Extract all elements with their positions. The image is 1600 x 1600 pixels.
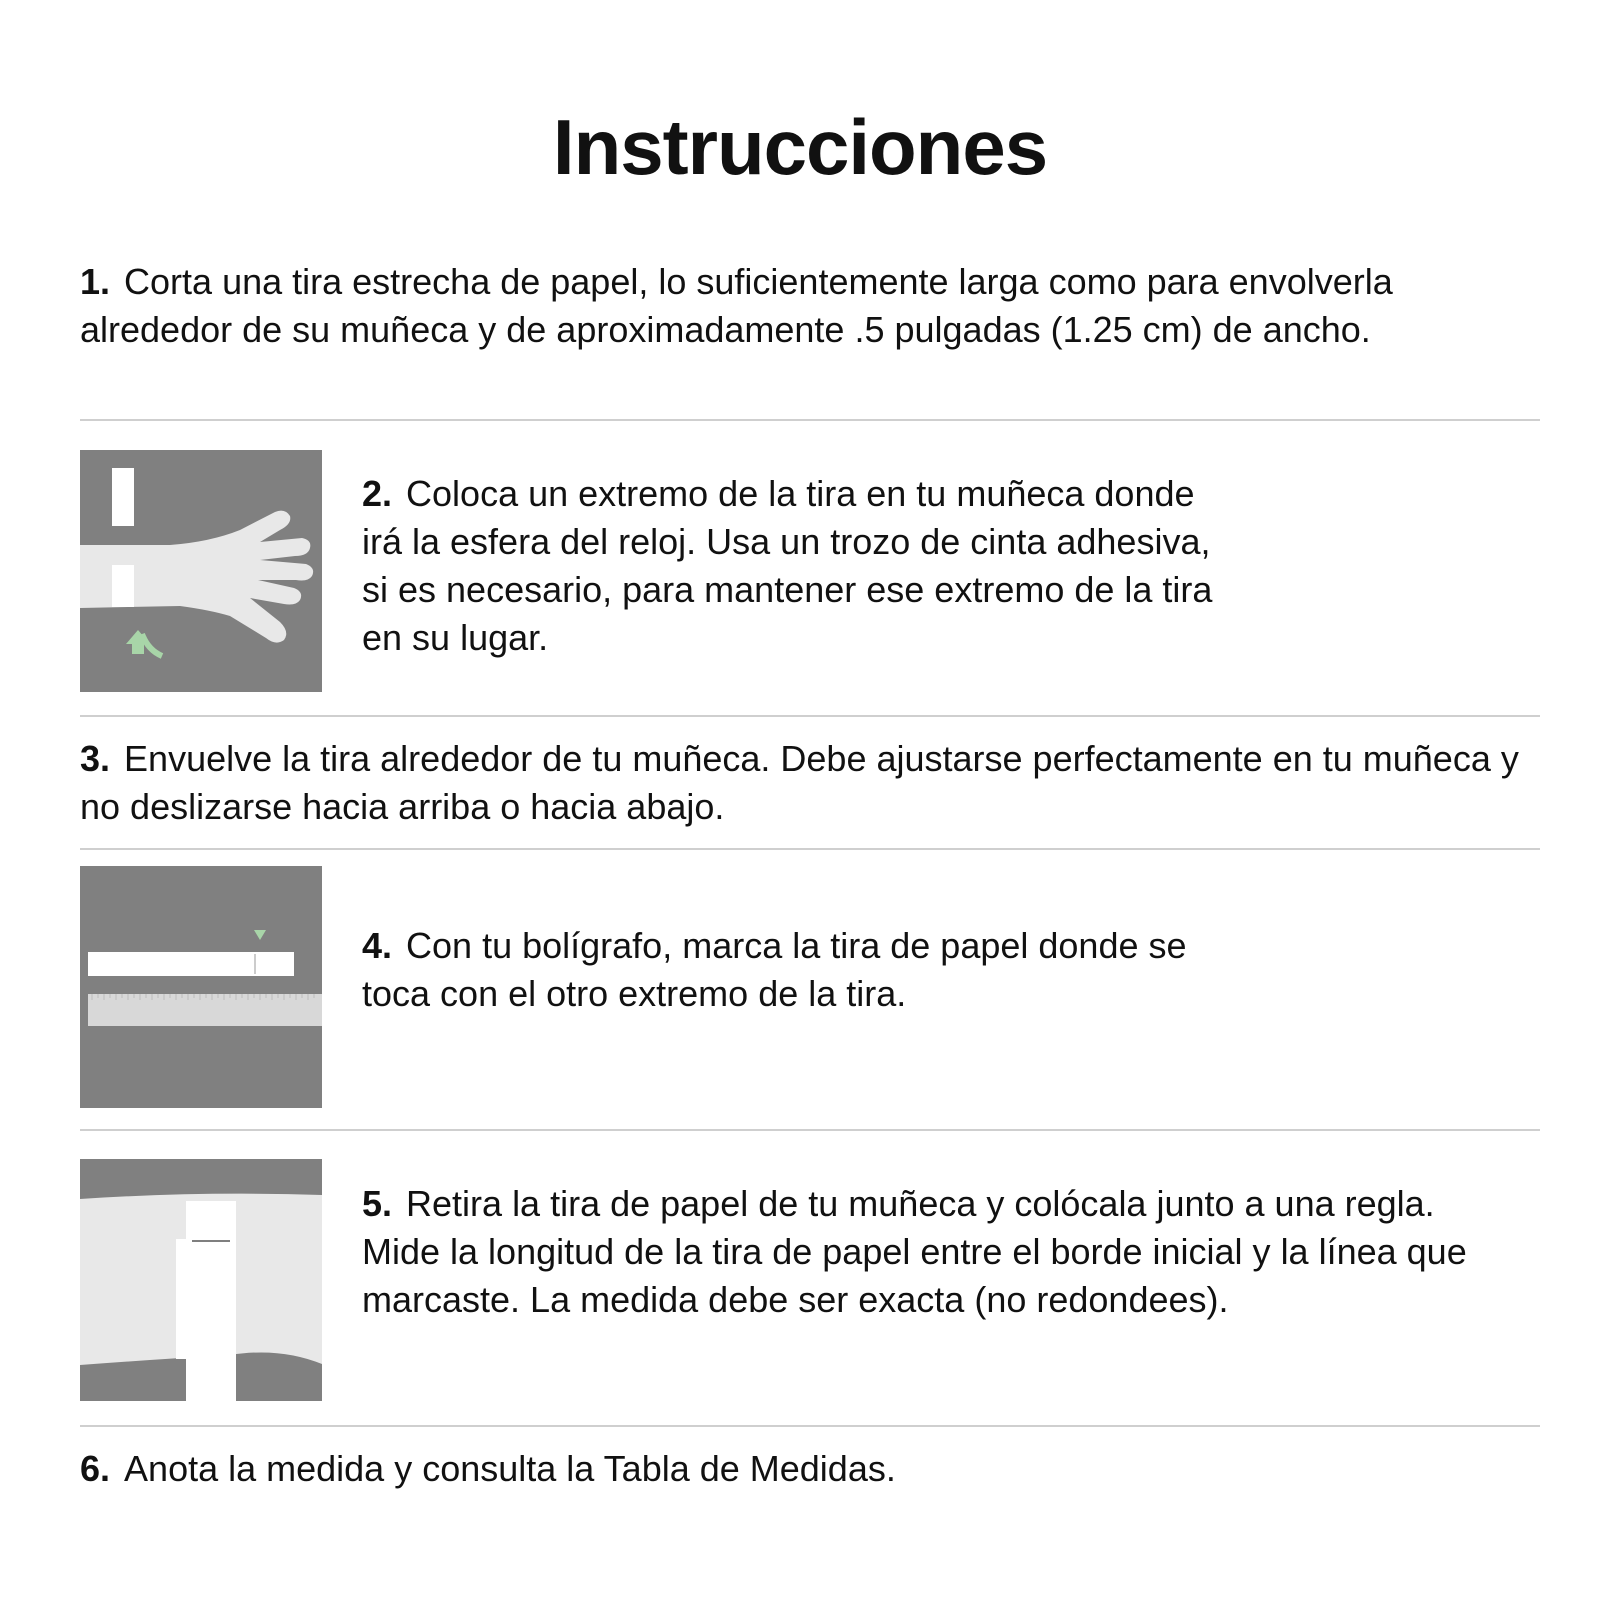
step-text: Retira la tira de papel de tu muñeca y colócala junto a una regla. Mide la longitud de la tira de papel entre el borde inicial y la línea que marcaste. La medida debe ser exacta (no redondees). [362,1183,1467,1320]
divider [80,848,1540,850]
step-text: Coloca un extremo de la tira en tu muñeca donde irá la esfera del reloj. Usa un trozo de cinta adhesiva, si es necesario, para mantener ese extremo de la tira en su lugar. [362,473,1213,658]
step-number: 5. [362,1183,393,1224]
step-text: Anota la medida y consulta la Tabla de Medidas. [124,1448,896,1489]
step-2 [362,470,1222,662]
step-3 [80,735,1540,831]
step-text: Corta una tira estrecha de papel, lo suficientemente larga como para envolverla alrededor de su muñeca y de aproximadamente .5 pulgadas (1.25 cm) de ancho. [80,261,1393,350]
step-number: 4. [362,925,393,966]
step-6 [80,1445,1540,1493]
step-number: 1. [80,261,111,302]
page-title: Instrucciones [552,103,1048,191]
divider [80,1129,1540,1131]
divider [80,1425,1540,1427]
step-text: Con tu bolígrafo, marca la tira de papel donde se toca con el otro extremo de la tira. [362,925,1187,1014]
divider [80,419,1540,421]
step-5 [362,1180,1482,1324]
divider [80,715,1540,717]
step-number: 3. [80,738,111,779]
strip-ruler-mark-icon [80,866,322,1108]
step-4 [362,922,1222,1018]
strip-on-wrist-icon [80,1159,322,1401]
step-1 [80,258,1520,354]
step-text: Envuelve la tira alrededor de tu muñeca. Debe ajustarse perfectamente en tu muñeca y no deslizarse hacia arriba o hacia abajo. [80,738,1519,827]
step-number: 6. [80,1448,111,1489]
step-number: 2. [362,473,393,514]
hand-wrist-strip-icon [80,450,322,692]
